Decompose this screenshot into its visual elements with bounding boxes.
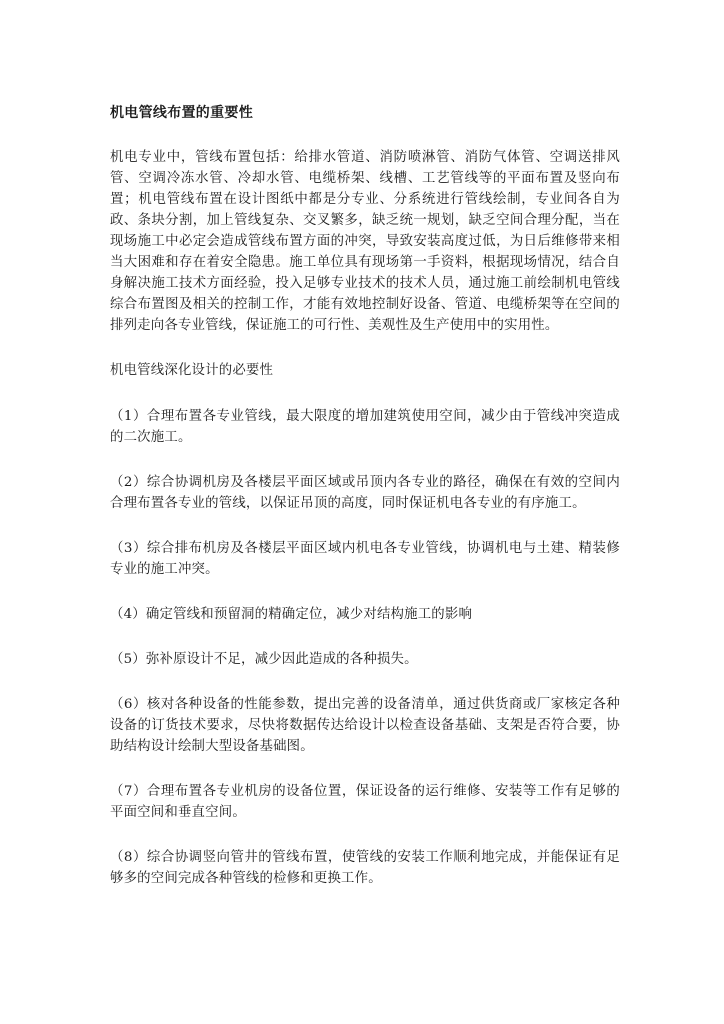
intro-paragraph: 机电专业中，管线布置包括：给排水管道、消防喷淋管、消防气体管、空调送排风管、空调冷冻水管、冷却水管、电缆桥架、线槽、工艺管线等的平面布置及竖向布置；机电管线布置在设计图纸中都是分专业、分系统进行管线绘制，专业间各自为政、条块分割，加上管线复杂、交叉繁多，缺乏统一规划，缺乏空间合理分配，当在现场施工中必定会造成管线布置方面的冲突，导致安装高度过低，为日后维修带来相当大困难和存在着安全隐患。施工单位具有现场第一手资料，根据现场情况，结合自身解决施工技术方面经验，投入足够专业技术的技术人员，通过施工前绘制机电管线综合布置图及相关的控制工作，才能有效地控制好设备、管道、电缆桥架等在空间的排列走向各专业管线，保证施工的可行性、美观性及生产使用中的实用性。 (110, 150, 620, 333)
list-item: （5）弥补原设计不足，减少因此造成的各种损失。 (110, 652, 418, 667)
list-item: （6）核对各种设备的性能参数，提出完善的设备清单，通过供货商或厂家核定各种设备的订货技术要求，尽快将数据传达给设计以检查设备基础、支架是否符合要，协助结构设计绘制大型设备基础图。 (110, 697, 620, 754)
list-item: （2）综合协调机房及各楼层平面区域或吊顶内各专业的路径，确保在有效的空间内合理布置各专业的管线，以保证吊顶的高度，同时保证机电各专业的有序施工。 (110, 475, 620, 511)
list-item: （1）合理布置各专业管线，最大限度的增加建筑使用空间，减少由于管线冲突造成的二次施工。 (110, 409, 620, 445)
list-item: （7）合理布置各专业机房的设备位置，保证设备的运行维修、安装等工作有足够的平面空间和垂直空间。 (110, 784, 620, 820)
document-page (110, 103, 620, 913)
list-item: （3）综合排布机房及各楼层平面区域内机电各专业管线，协调机电与土建、精装修专业的施工冲突。 (110, 541, 620, 577)
section-subtitle: 机电管线深化设计的必要性 (110, 363, 274, 378)
list-item: （4）确定管线和预留洞的精确定位，减少对结构施工的影响 (110, 607, 473, 622)
document-title: 机电管线布置的重要性 (110, 105, 253, 121)
list-item: （8）综合协调竖向管井的管线布置，使管线的安装工作顺利地完成，并能保证有足够多的空间完成各种管线的检修和更换工作。 (110, 850, 620, 886)
